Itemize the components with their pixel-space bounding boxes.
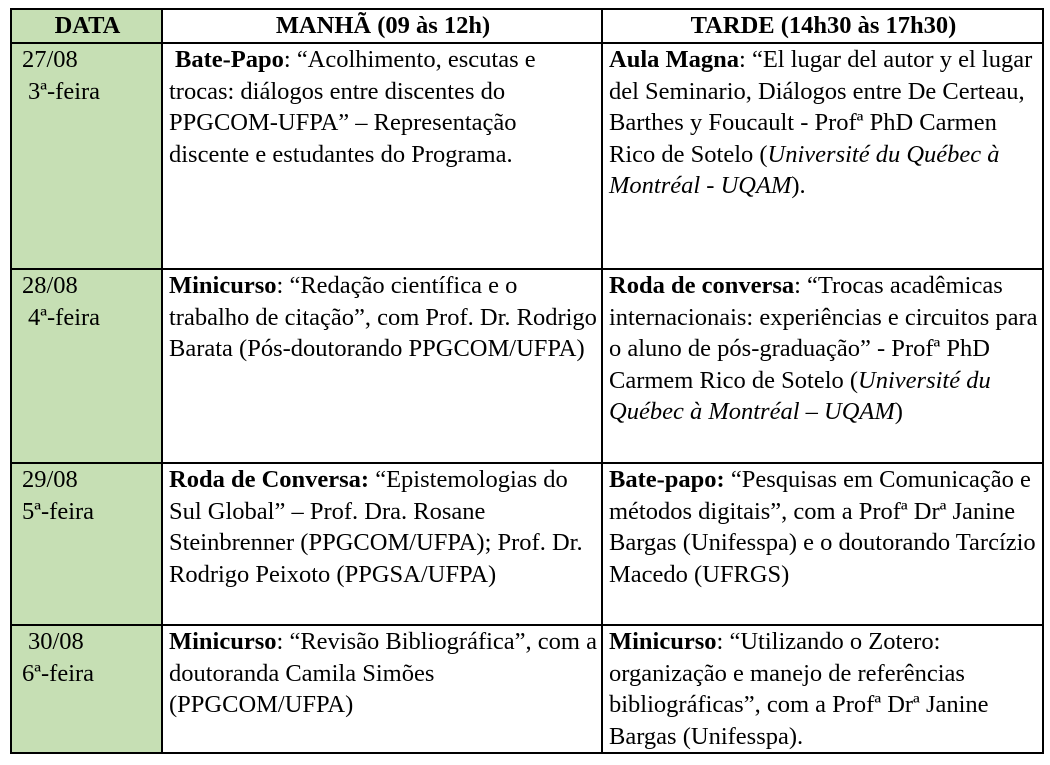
date-weekday: 4ª-feira [28, 303, 101, 331]
schedule-table [10, 8, 1044, 754]
activity-description: “Epistemologias do Sul Global” – Prof. Dra. Rosane Steinbrenner (PPGCOM/UFPA); Prof. Dr. Rodrigo Peixoto (PPGSA/UFPA) [169, 466, 583, 588]
header-row [11, 9, 1043, 43]
header-date: DATA [11, 9, 162, 43]
date-day: 30/08 [28, 628, 84, 655]
date-cell [11, 269, 162, 463]
table-row [11, 43, 1043, 269]
date-cell [11, 43, 162, 269]
date-day: 27/08 [22, 46, 78, 73]
table-row [11, 625, 1043, 753]
activity-description: “Acolhimento, escutas e trocas: diálogos entre discentes do PPGCOM-UFPA” – Representação discente e estudantes do Programa. [169, 46, 536, 168]
institution-name: Université du Québec à Montréal - UQAM [609, 140, 1000, 199]
activity-description: “Trocas acadêmicas internacionais: experiências e circuitos para o aluno de pós-graduação” - Profª PhD Carmem Rico de Sotelo ( [609, 272, 1038, 394]
date-weekday: 6ª-feira [22, 659, 95, 687]
activity-title: Minicurso [169, 272, 277, 299]
morning-cell [162, 43, 602, 269]
activity-title: Bate-Papo [175, 46, 284, 73]
morning-cell [162, 463, 602, 625]
activity-closing: ) [894, 398, 903, 425]
activity-description: “Utilizando o Zotero: organização e manejo de referências bibliográficas”, com a Profª Drª Janine Bargas (Unifesspa). [609, 628, 989, 750]
header-morning: MANHÃ (09 às 12h) [162, 9, 602, 43]
activity-title: Aula Magna [609, 46, 740, 73]
date-weekday: 5ª-feira [22, 497, 95, 525]
activity-title: Minicurso [169, 628, 277, 655]
afternoon-cell [602, 43, 1043, 269]
date-day: 28/08 [22, 272, 78, 299]
activity-closing: ). [791, 172, 806, 199]
activity-title: Roda de Conversa: [169, 466, 370, 493]
activity-title: Roda de conversa [609, 272, 795, 299]
activity-description: “Redação científica e o trabalho de citação”, com Prof. Dr. Rodrigo Barata (Pós-doutorando PPGCOM/UFPA) [169, 272, 597, 362]
title-separator: : [276, 272, 290, 299]
table-row [11, 269, 1043, 463]
activity-title: Minicurso [609, 628, 717, 655]
activity-description: “Revisão Bibliográfica”, com a doutoranda Camila Simões (PPGCOM/UFPA) [169, 628, 597, 718]
date-weekday: 3ª-feira [28, 77, 101, 105]
title-separator: : [739, 46, 752, 73]
header-afternoon: TARDE (14h30 às 17h30) [602, 9, 1043, 43]
title-separator: : [716, 628, 730, 655]
activity-title: Bate-papo: [609, 466, 725, 493]
title-separator: : [276, 628, 290, 655]
afternoon-cell [602, 269, 1043, 463]
morning-cell [162, 625, 602, 753]
date-cell [11, 463, 162, 625]
afternoon-cell [602, 463, 1043, 625]
date-day: 29/08 [22, 466, 78, 493]
date-cell [11, 625, 162, 753]
institution-name: Université du Québec à Montréal – UQAM [609, 366, 991, 425]
activity-description: “Pesquisas em Comunicação e métodos digitais”, com a Profª Drª Janine Bargas (Unifesspa) e o doutorando Tarcízio Macedo (UFRGS) [609, 466, 1036, 588]
activity-description: “El lugar del autor y el lugar del Seminario, Diálogos entre De Certeau, Barthes y Foucault - Profª PhD Carmen Rico de Sotelo ( [609, 46, 1033, 168]
table-row [11, 463, 1043, 625]
title-separator: : [794, 272, 808, 299]
afternoon-cell [602, 625, 1043, 753]
title-separator: : [283, 46, 297, 73]
morning-cell [162, 269, 602, 463]
